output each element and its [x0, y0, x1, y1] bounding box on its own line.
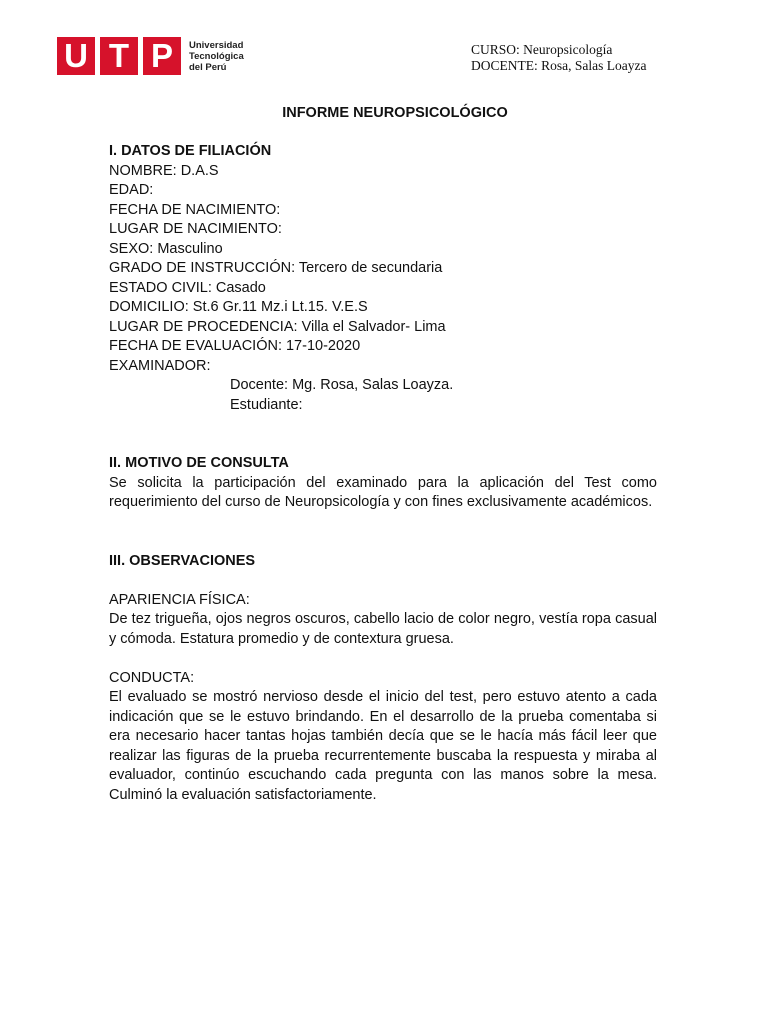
spacer	[109, 649, 657, 669]
field-estado-civil: ESTADO CIVIL: Casado	[109, 279, 266, 296]
document-body	[109, 142, 657, 805]
logo-name-line: Universidad	[189, 40, 244, 51]
field-lugar-procedencia: LUGAR DE PROCEDENCIA: Villa el Salvador- Lima	[109, 318, 446, 335]
teacher-line: DOCENTE: Rosa, Salas Loayza	[471, 58, 647, 73]
field-fecha-evaluacion: FECHA DE EVALUACIÓN: 17-10-2020	[109, 338, 361, 354]
field-sexo: SEXO: Masculino	[109, 240, 223, 257]
logo-letter-p: P	[143, 37, 181, 75]
course-info	[471, 42, 646, 74]
section2-paragraph: Se solicita la participación del examinado para la aplicación del Test como requerimiento del curso de Neuropsicología y con fines exclusivamente académicos.	[109, 474, 657, 510]
logo-university-name	[189, 40, 269, 73]
spacer	[109, 415, 657, 454]
logo-name-line: Tecnológica	[189, 51, 244, 62]
section3-heading: III. OBSERVACIONES	[109, 552, 256, 569]
field-lugar-nacimiento: LUGAR DE NACIMIENTO:	[109, 221, 282, 237]
examiner-estudiante: Estudiante:	[230, 396, 303, 413]
logo-name-line: del Perú	[189, 62, 227, 73]
document-title: INFORME NEUROPSICOLÓGICO	[282, 105, 508, 121]
field-grado-instruccion: GRADO DE INSTRUCCIÓN: Tercero de secundaria	[109, 260, 443, 276]
field-nombre: NOMBRE: D.A.S	[109, 162, 219, 179]
section2-heading: II. MOTIVO DE CONSULTA	[109, 455, 289, 471]
appearance-paragraph: De tez trigueña, ojos negros oscuros, cabello lacio de color negro, vestía ropa casual y cómoda. Estatura promedio y de contextura gruesa.	[109, 611, 657, 647]
field-examinador: EXAMINADOR:	[109, 357, 211, 374]
examiner-docente: Docente: Mg. Rosa, Salas Loayza.	[230, 377, 454, 393]
logo-letter-u: U	[57, 37, 95, 75]
course-line: CURSO: Neuropsicología	[471, 42, 613, 57]
appearance-label: APARIENCIA FÍSICA:	[109, 591, 250, 608]
field-fecha-nacimiento: FECHA DE NACIMIENTO:	[109, 201, 281, 218]
conduct-label: CONDUCTA:	[109, 669, 195, 686]
field-edad: EDAD:	[109, 182, 154, 198]
section1-heading: I. DATOS DE FILIACIÓN	[109, 143, 272, 159]
spacer	[109, 571, 657, 591]
field-domicilio: DOMICILIO: St.6 Gr.11 Mz.i Lt.15. V.E.S	[109, 299, 368, 315]
spacer	[109, 513, 657, 552]
conduct-paragraph: El evaluado se mostró nervioso desde el inicio del test, pero estuvo atento a cada indicación que se le estuvo brindando. En el desarrollo de la prueba comentaba si era necesario hacer tantas hojas también decía que se le hacía más fácil leer que realizar las figuras de la prueba recurrentemente buscaba la respuesta y miraba al evaluador, continúo escuchando cada pregunta con las manos sobre la mesa. Culminó la evaluación satisfactoriamente.	[109, 689, 657, 803]
logo-letter-t: T	[100, 37, 138, 75]
